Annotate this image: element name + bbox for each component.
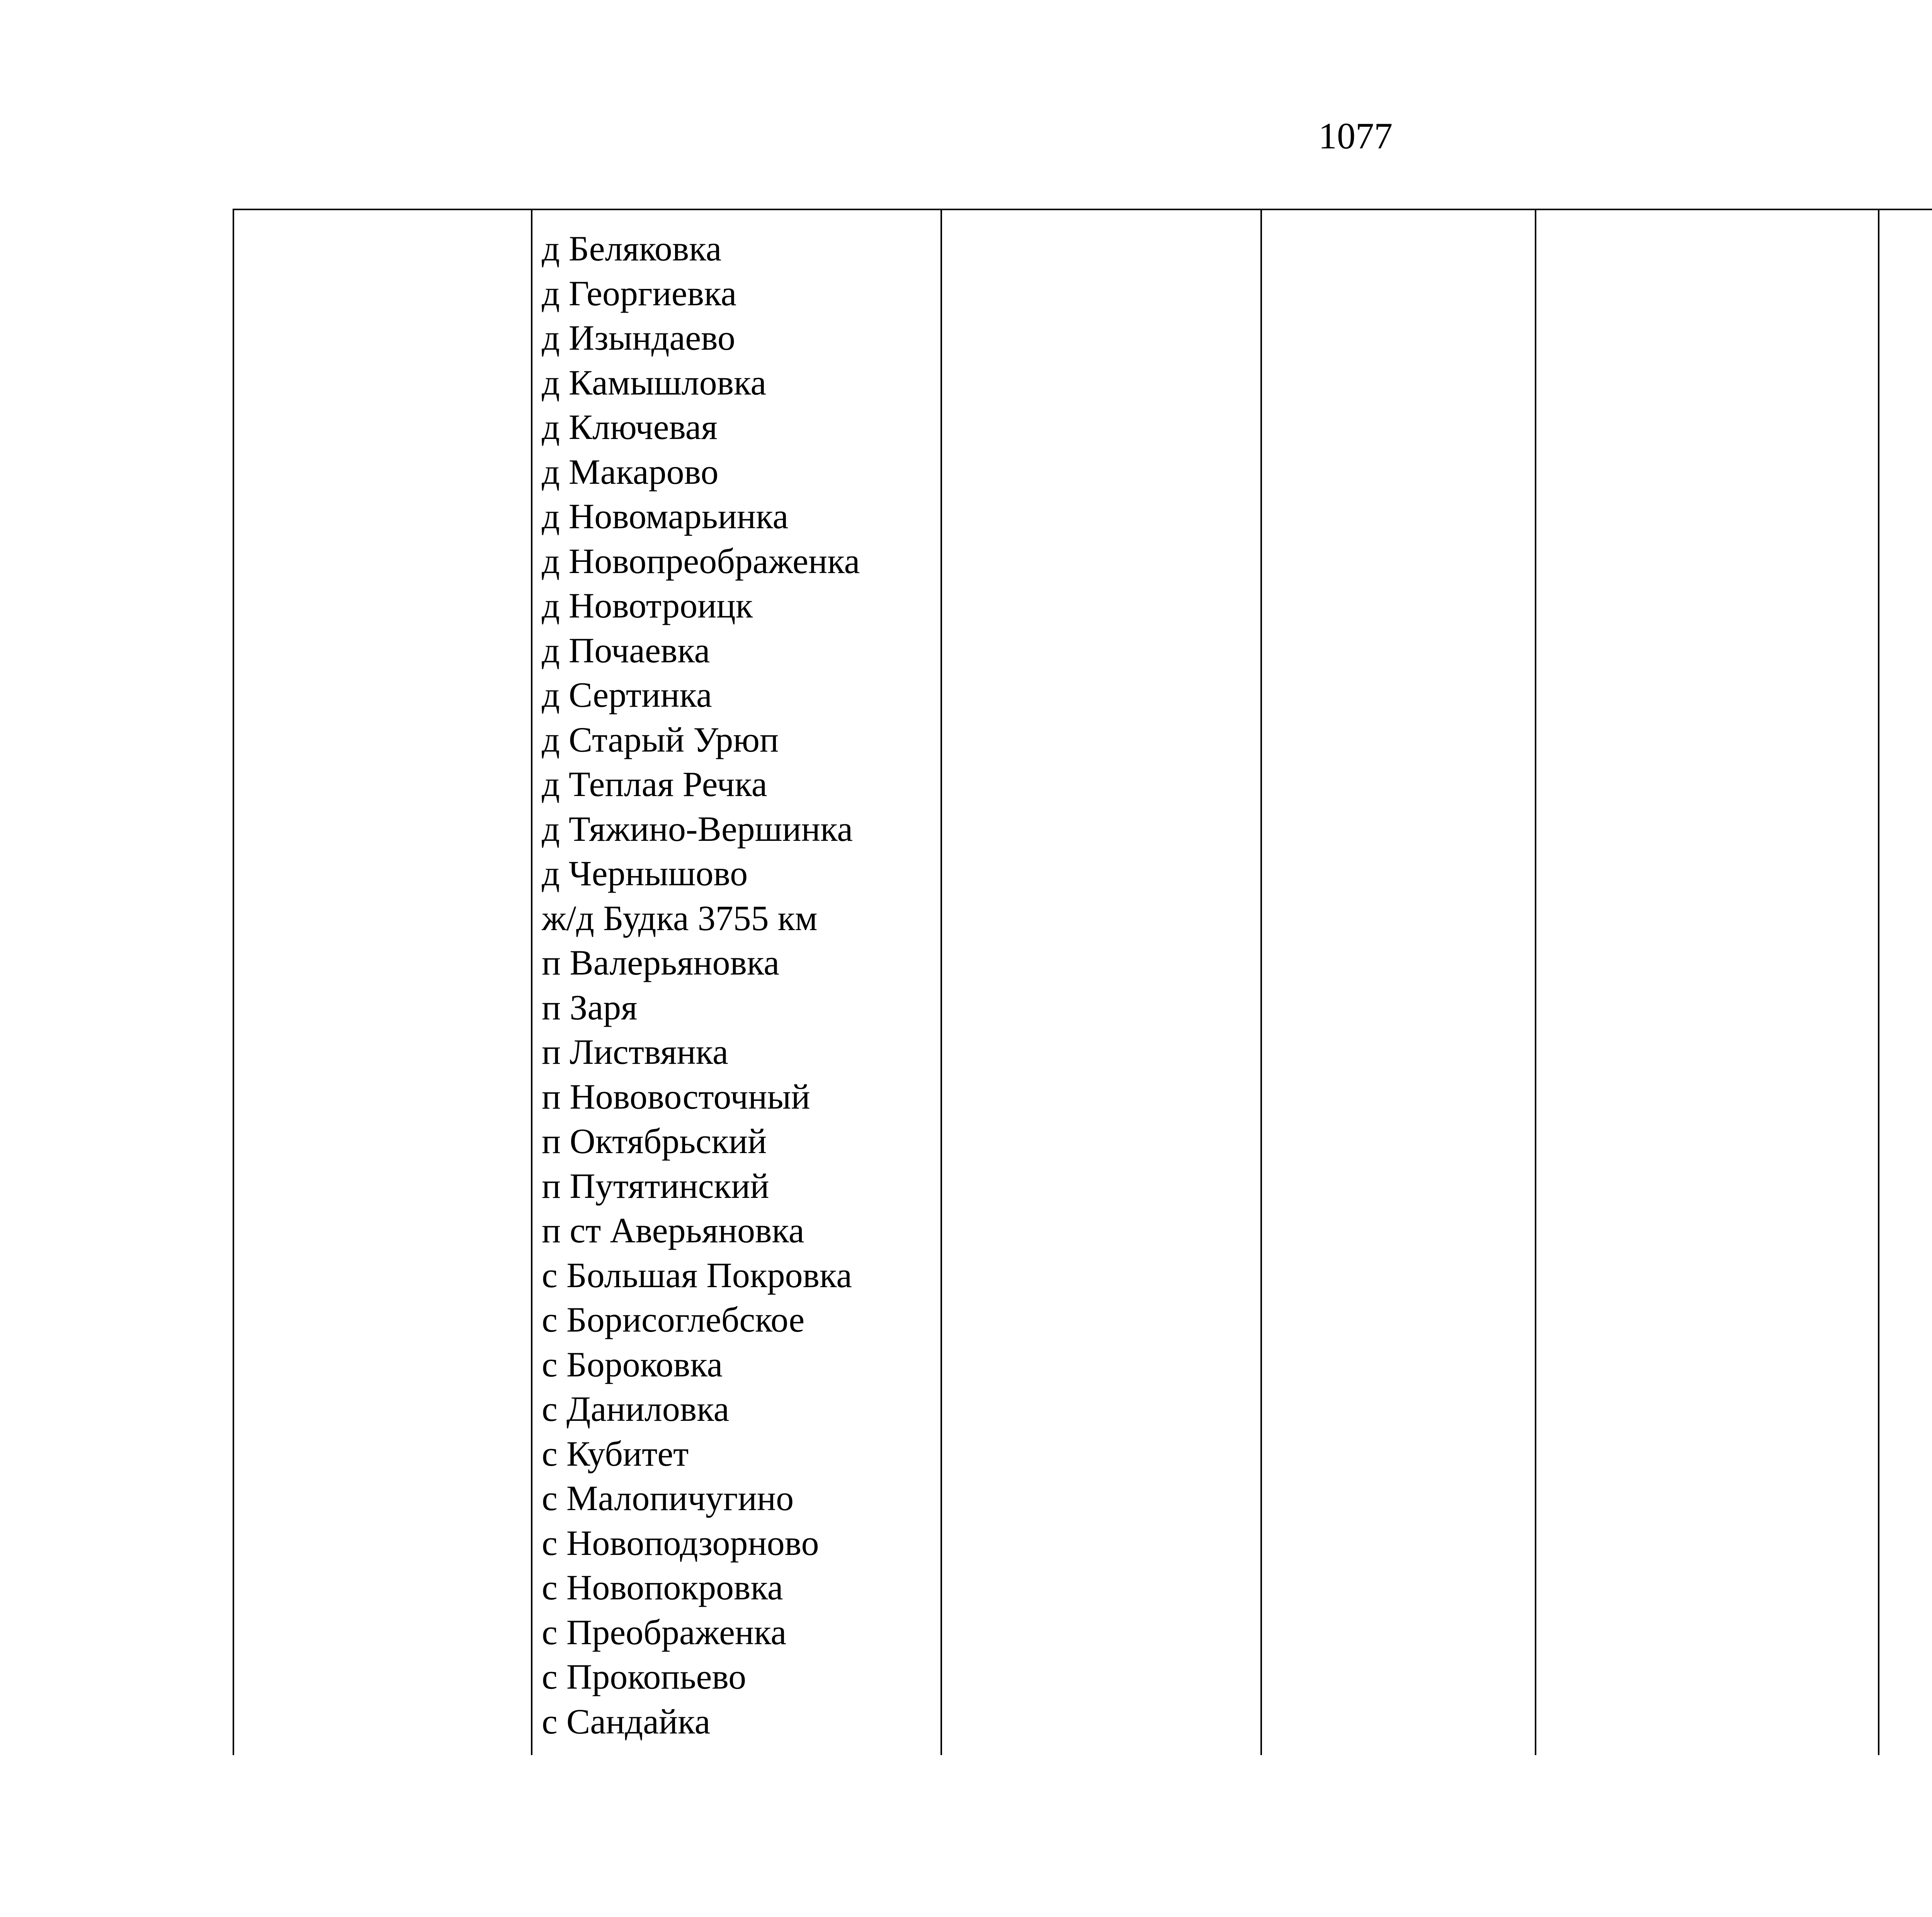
list-item: с Даниловка <box>542 1389 730 1429</box>
list-item: д Сертинка <box>542 675 712 714</box>
table-cell-col-2 <box>532 209 941 1755</box>
list-item: с Кубитет <box>542 1434 689 1473</box>
list-item: п ст Аверьяновка <box>542 1211 804 1250</box>
list-item: д Новотроицк <box>542 586 753 625</box>
list-item: п Листвянка <box>542 1032 728 1072</box>
list-item: д Новомарьинка <box>542 497 789 536</box>
list-item: п Валерьяновка <box>542 943 780 982</box>
list-item: д Макарово <box>542 452 719 492</box>
list-item: п Октябрьский <box>542 1121 767 1161</box>
table-cell-col-5 <box>1536 209 1879 1755</box>
list-item: д Беляковка <box>542 229 722 268</box>
table-row <box>233 209 1932 1755</box>
page-number: 1077 <box>1318 115 1393 156</box>
list-item: с Прокопьево <box>542 1657 747 1696</box>
list-item: ж/д Будка 3755 км <box>542 898 818 938</box>
list-item: с Новопокровка <box>542 1568 783 1607</box>
list-item: д Изындаево <box>542 318 735 357</box>
settlement-list <box>532 210 940 1744</box>
list-item: д Теплая Речка <box>542 764 767 804</box>
list-item: с Сандайка <box>542 1701 711 1741</box>
list-item: д Старый Урюп <box>542 720 779 759</box>
list-item: с Новоподзорново <box>542 1523 819 1563</box>
table-cell-col-1 <box>233 209 532 1755</box>
list-item: с Бороковка <box>542 1344 723 1384</box>
list-item: д Новопреображенка <box>542 541 860 581</box>
list-item: д Георгиевка <box>542 273 737 313</box>
table-cell-col-6 <box>1879 209 1932 1755</box>
list-item: с Большая Покровка <box>542 1255 852 1295</box>
list-item: д Тяжино-Вершинка <box>542 809 853 849</box>
list-item: д Камышловка <box>542 362 767 402</box>
table-cell-col-4 <box>1261 209 1536 1755</box>
list-item: с Борисоглебское <box>542 1300 805 1339</box>
list-item: д Почаевка <box>542 630 710 670</box>
settlements-table <box>233 209 1932 1755</box>
list-item: п Заря <box>542 987 638 1027</box>
list-item: с Малопичугино <box>542 1478 794 1518</box>
list-item: с Преображенка <box>542 1612 787 1652</box>
list-item: п Путятинский <box>542 1166 769 1206</box>
list-item: д Ключевая <box>542 407 718 447</box>
list-item: п Нововосточный <box>542 1077 810 1116</box>
table-cell-col-3 <box>941 209 1261 1755</box>
list-item: д Чернышово <box>542 854 748 893</box>
